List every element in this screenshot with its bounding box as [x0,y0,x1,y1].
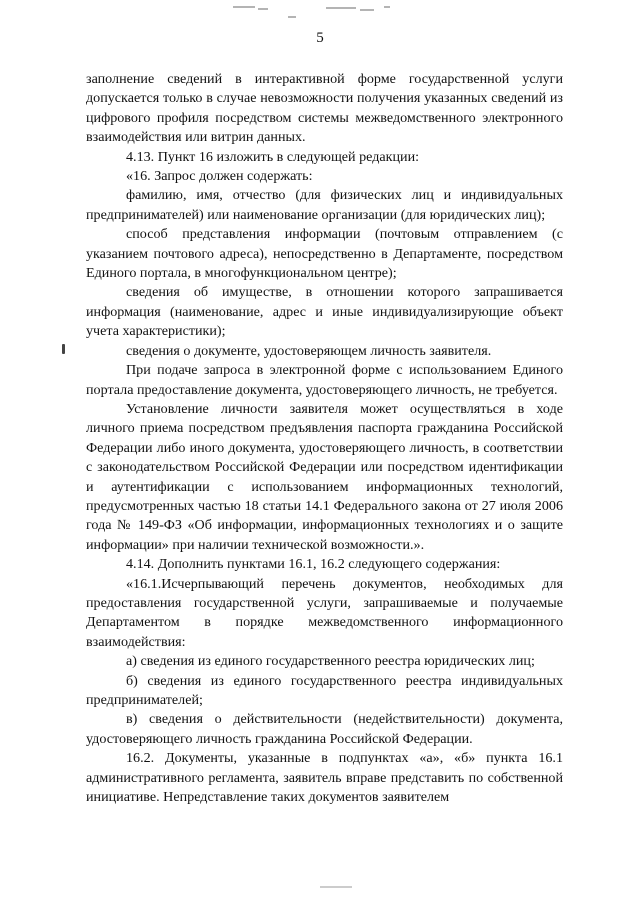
paragraph: сведения о документе, удостоверяющем личность заявителя. [126,342,492,359]
paragraph: заполнение сведений в интерактивной форме государственной услуги допускается только в случае невозможности получения указанных сведений из цифрового профиля посредством системы межведомственного электронного взаимодействия или витрин данных. [86,71,563,146]
list-item: а) сведения из единого государственного реестра юридических лиц; [126,653,535,670]
paragraph: «16.1.Исчерпывающий перечень документов, необходимых для предоставления государственной услуги, запрашиваемые и получаемые Департаментом в порядке межведомственного информационного взаимодействия: [86,575,563,650]
paragraph: сведения об имуществе, в отношении которого запрашивается информация (наименование, адрес и иные индивидуализирующие объект учета характеристики); [86,284,563,340]
page-number: 5 [316,30,324,46]
paragraph: «16. Запрос должен содержать: [126,168,313,185]
paragraph: При подаче запроса в электронной форме с использованием Единого портала предоставление документа, удостоверяющего личность, не требуется. [86,362,563,398]
list-item: б) сведения из единого государственного реестра индивидуальных предпринимателей; [86,672,563,708]
paragraph: 4.14. Дополнить пунктами 16.1, 16.2 следующего содержания: [126,556,501,573]
scan-artifact-header [0,4,640,26]
paragraph: Установление личности заявителя может осуществляться в ходе личного приема посредством предъявления паспорта гражданина Российской Федерации либо иного документа, удостоверяющего личность, в соответствии с законодательством Российской Федерации или посредством идентификации и аутентификации с использованием информационных технологий, предусмотренных частью 18 статьи 14.1 Федерального закона от 27 июля 2006 года № 149-ФЗ «Об информации, информационных технологиях и о защите информации» при наличии технической возможности.». [86,400,563,553]
paragraph: 16.2. Документы, указанные в подпунктах «а», «б» пункта 16.1 административного регламента, заявитель вправе представить по собственной инициативе. Непредставление таких документов заявителем [86,750,563,806]
list-item: в) сведения о действительности (недействительности) документа, удостоверяющего личность гражданина Российской Федерации. [86,711,563,747]
paragraph: фамилию, имя, отчество (для физических лиц и индивидуальных предпринимателей) или наименование организации (для юридических лиц); [86,187,563,223]
paragraph: способ представления информации (почтовым отправлением (с указанием почтового адреса), непосредственно в Департаменте, посредством Единого портала, в многофункциональном центре); [86,226,563,282]
scan-artifact-footer [320,886,352,888]
scan-speck [62,344,65,354]
paragraph: 4.13. Пункт 16 изложить в следующей редакции: [126,148,420,165]
document-body [86,70,563,807]
